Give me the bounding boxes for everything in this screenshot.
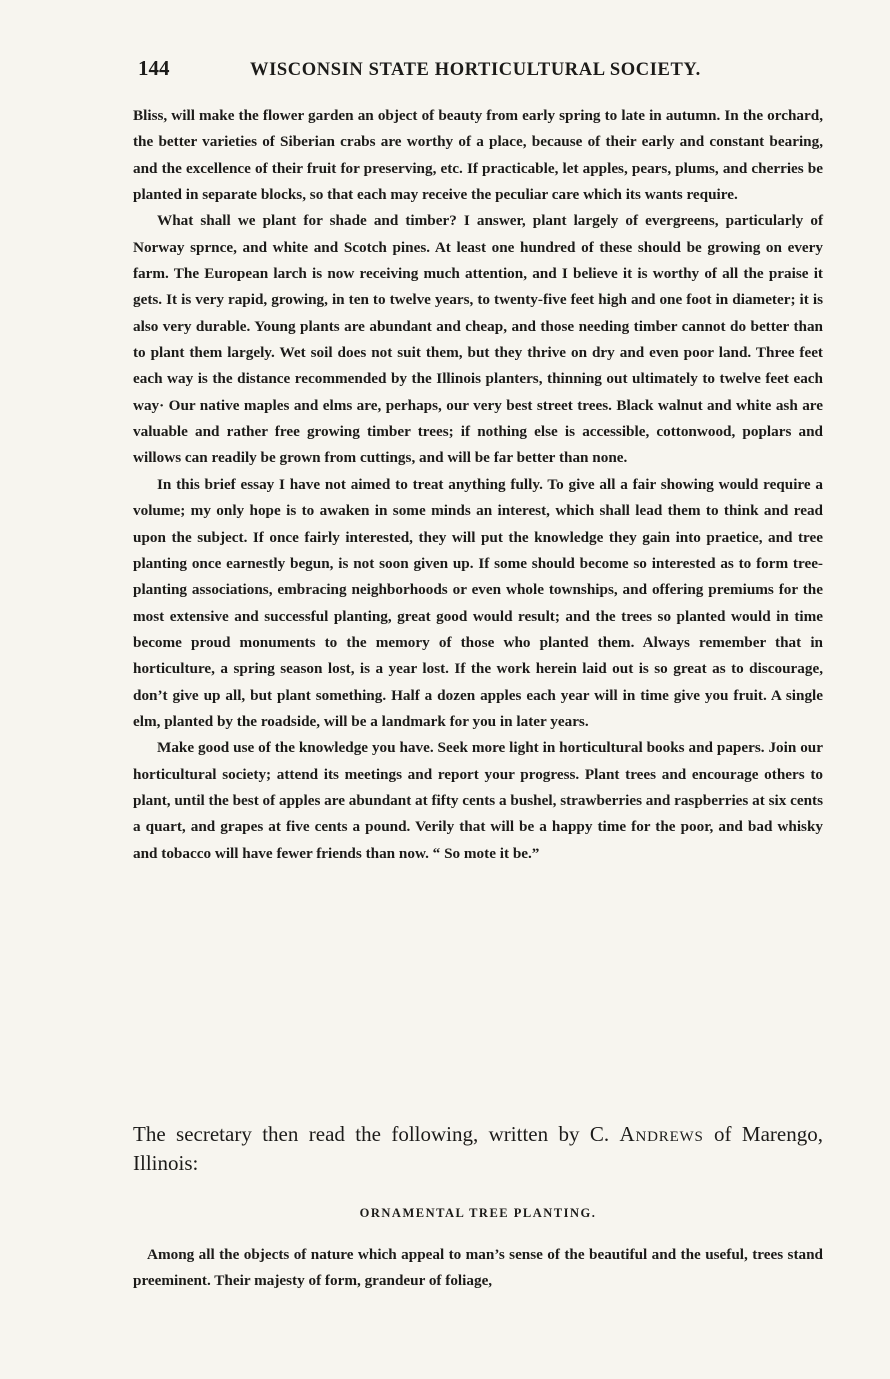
paragraph-brief-essay: In this brief essay I have not aimed to treat anything fully. To give all a fair showing would require a volume; my only hope is to awaken in some minds an interest, which shall lead them to think and read upon the subject. If once fairly interested, they will put the knowledge they gain into praetice, and tree planting once earnestly begun, is not soon given up. If some should become so interested as to form tree-planting associations, embracing neighborhoods or even whole townships, and offering premiums for the most extensive and successful planting, great good would result; and the trees so planted would in time become proud monuments to the memory of those who planted them. Always remember that in horticulture, a spring season lost, is a year lost. If the work herein laid out is so great as to discourage, don’t give up all, but plant something. Half a dozen apples each year will in time give you fruit. A single elm, planted by the roadside, will be a landmark for you in later years. [133,475,823,730]
intro-author: Andrews [619,1122,704,1146]
paragraph-shade-timber: What shall we plant for shade and timber? I answer, plant largely of evergreens, particularly of Norway sprnce, and white and Scotch pines. At least one hundred of these should be growing on every farm. The European larch is now receiving much attention, and I believe it is worthy of all the praise it gets. It is very rapid, growing, in ten to twelve years, to twenty-five feet high and one foot in diameter; it is also very durable. Young plants are abundant and cheap, and those needing timber cannot do better than to plant them largely. Wet soil does not suit them, but they thrive on dry and even poor land. Three feet each way is the distance recommended by the Illinois planters, thinning out ultimately to twelve feet each way· Our native maples and elms are, perhaps, our very best street trees. Black walnut and white ash are valuable and rather free growing timber trees; if nothing else is accessible, cottonwood, poplars and willows can readily be grown from cuttings, and will be far better than none. [133,212,823,467]
page-number: 144 [138,56,170,80]
paragraph-good-use: Make good use of the knowledge you have. Seek more light in horticultural books and papers. Join our horticultural society; attend its meetings and report your progress. Plant trees and encourage others to plant, until the best of apples are abundant at fifty cents a bushel, strawberries and raspberries at six cents a quart, and grapes at five cents a pound. Verily that will be a happy time for the poor, and bad whisky and tobacco will have fewer friends than now. “ So mote it be.” [133,739,823,862]
intro-lead: The secretary then read the following, written by C. [133,1122,610,1146]
secretary-intro [133,1120,823,1178]
intro-tail: of Marengo, Illinois: [133,1122,823,1175]
paragraph-continuation: Bliss, will make the flower garden an object of beauty from early spring to late in autumn. In the orchard, the better varieties of Siberian crabs are worthy of a place, because of their early and constant bearing, and the excellence of their fruit for preserving, etc. If practicable, let apples, pears, plums, and cherries be planted in separate blocks, so that each may receive the peculiar care which its wants require. [133,107,823,204]
body-text [133,103,823,867]
running-head [138,56,828,86]
paragraph-among-all: Among all the objects of nature which appeal to man’s sense of the beautiful and the useful, trees stand preeminent. Their majesty of form, grandeur of foliage, [133,1246,823,1290]
closing-text [133,1242,823,1295]
running-title: WISCONSIN STATE HORTICULTURAL SOCIETY. [250,60,701,80]
section-heading: ORNAMENTAL TREE PLANTING. [359,1206,597,1220]
